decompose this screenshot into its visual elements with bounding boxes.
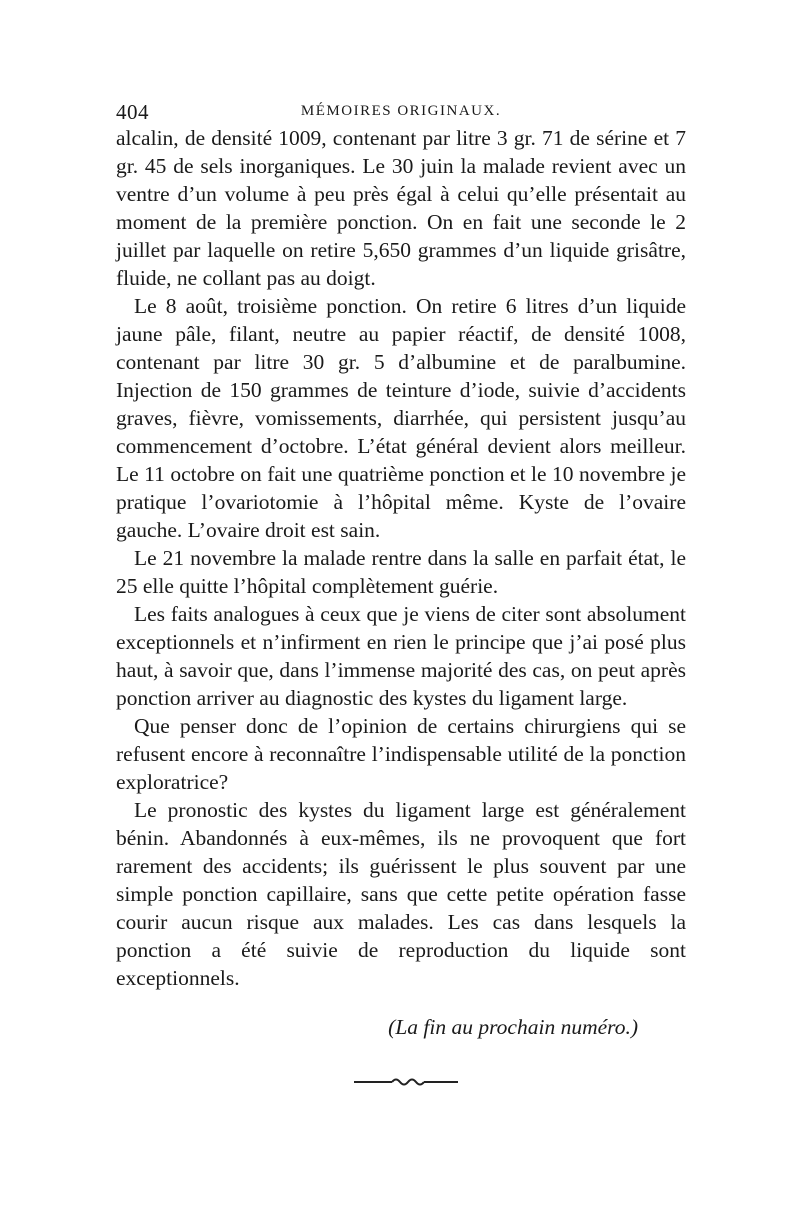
body-text xyxy=(116,124,686,992)
paragraph-continued: alcalin, de densité 1009, contenant par litre 3 gr. 71 de sérine et 7 gr. 45 de sels inorganiques. Le 30 juin la malade revient avec un ventre d’un volume à peu près égal à celui qu’elle présentait au moment de la première ponction. On en fait une seconde le 2 juillet par laquelle on retire 5,650 grammes d’un liquide grisâtre, fluide, ne collant pas au doigt. xyxy=(116,126,686,290)
continuation-note xyxy=(116,1013,638,1041)
paragraph: Les faits analogues à ceux que je viens de citer sont absolument exceptionnels et n’infirment en rien le principe que j’ai posé plus haut, à savoir que, dans l’immense majorité des cas, on peut après ponction arriver au diagnostic des kystes du ligament large. xyxy=(116,602,686,710)
paragraph: Le 8 août, troisième ponction. On retire 6 litres d’un liquide jaune pâle, filant, neutre au papier réactif, de densité 1008, contenant par litre 30 gr. 5 d’albumine et de paralbumine. Injection de 150 grammes de teinture d’iode, suivie d’accidents graves, fièvre, vomissements, diarrhée, qui persistent jusqu’au commencement d’octobre. L’état général devient alors meilleur. Le 11 octobre on fait une quatrième ponction et le 10 novembre je pratique l’ovariotomie à l’hôpital même. Kyste de l’ovaire gauche. L’ovaire droit est sain. xyxy=(116,294,686,542)
paragraph: Le 21 novembre la malade rentre dans la salle en parfait état, le 25 elle quitte l’hôpital complètement guérie. xyxy=(116,546,686,598)
page-header xyxy=(116,100,686,124)
continuation-note-text: (La fin au prochain numéro.) xyxy=(388,1015,638,1039)
page-number: 404 xyxy=(116,100,149,124)
end-ornament xyxy=(354,1076,458,1088)
paragraph: Le pronostic des kystes du ligament large est généralement bénin. Abandonnés à eux-mêmes, ils ne provoquent que fort rarement des accidents; ils guérissent le plus souvent par une simple ponction capillaire, sans que cette petite opération fasse courir aucun risque aux malades. Les cas dans lesquels la ponction a été suivie de reproduction du liquide sont exceptionnels. xyxy=(116,798,686,990)
running-head: MÉMOIRES ORIGINAUX. xyxy=(300,103,502,119)
paragraph: Que penser donc de l’opinion de certains chirurgiens qui se refusent encore à reconnaître l’indispensable utilité de la ponction exploratrice? xyxy=(116,714,686,794)
